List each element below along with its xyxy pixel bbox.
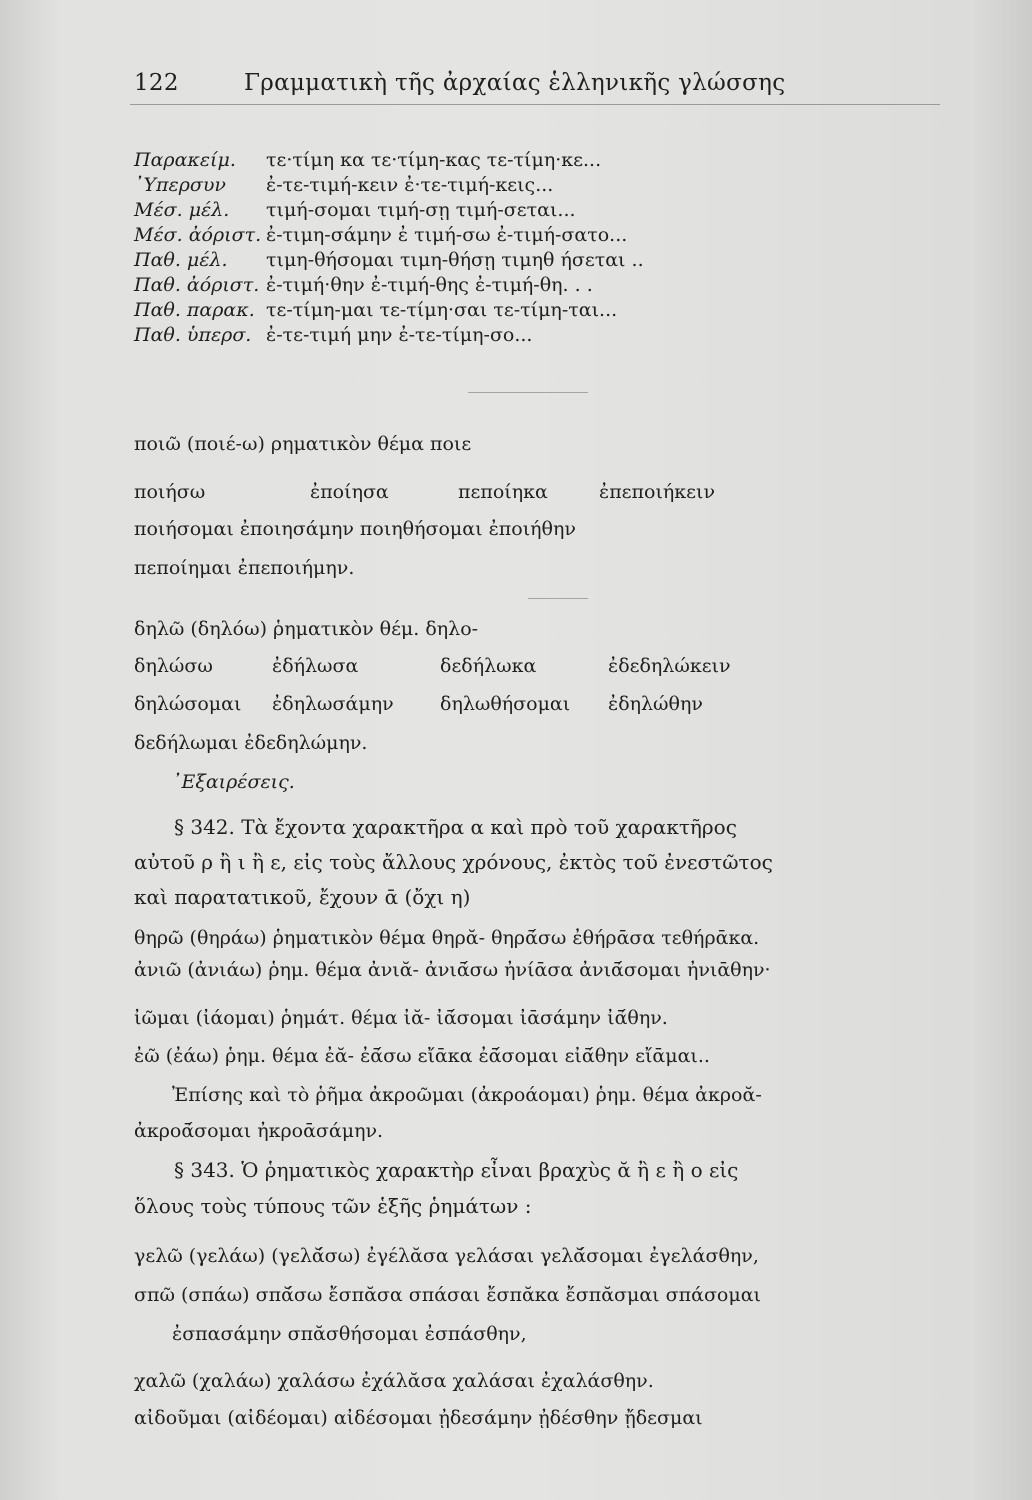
- s342-line: § 342. Τὰ ἔχοντα χαρακτῆρα α καὶ πρὸ τοῦ χαρακτῆρος: [174, 815, 737, 839]
- poio-row-1: ποιήσω ἐποίησα πεποίηκα ἐπεποιήκειν: [134, 481, 716, 503]
- running-title: Γραμματικὴ τῆς ἀρχαίας ἑλληνικῆς γλώσσης: [244, 70, 786, 96]
- s342-line: ἐῶ (ἐάω) ῥημ. θέμα ἐᾰ- ἐᾱ́σω εἴᾱκα ἐᾱ́σομαι εἰᾱ́θην εἴᾱμαι..: [134, 1045, 710, 1067]
- running-header: [134, 70, 785, 96]
- s342-line: ἀκροᾱ́σομαι ἠκροᾱσάμην.: [134, 1120, 384, 1142]
- s342-line: Ἐπίσης καὶ τὸ ῥῆμα ἀκροῶμαι (ἀκροάομαι) ῥημ. θέμα ἀκροᾰ-: [172, 1084, 762, 1106]
- s343-line: ἐσπασάμην σπᾰσθήσομαι ἐσπάσθην,: [172, 1323, 527, 1345]
- s342-line: αὐτοῦ ρ ἢ ι ἢ ε, εἰς τοὺς ἄλλους χρόνους, ἐκτὸς τοῦ ἐνεστῶτος: [134, 850, 773, 874]
- poio-row-3: πεποίημαι ἐπεποιήμην.: [134, 557, 355, 579]
- paradigm-row: Μέσ. ἀόριστ. ἐ-τιμη-σάμην ἐ τιμή-σω ἐ-τιμή-σατο...: [134, 224, 628, 246]
- dilo-row-3: δεδήλωμαι ἐδεδηλώμην.: [134, 732, 368, 754]
- section-divider: [468, 392, 588, 393]
- section-divider: [528, 598, 588, 599]
- s343-line: § 343. Ὁ ῥηματικὸς χαρακτὴρ εἶναι βραχὺς ᾰ ἢ ε ἢ ο εἰς: [174, 1158, 739, 1182]
- poio-intro: ποιῶ (ποιέ-ω) ρηματικὸν θέμα ποιε: [134, 433, 472, 455]
- page-number: 122: [134, 70, 179, 96]
- s343-line: ὅλους τοὺς τύπους τῶν ἑξῆς ῥημάτων :: [134, 1194, 532, 1218]
- paradigm-row: Παθ. παρακ. τε-τίμη-μαι τε-τίμη·σαι τε-τίμη-ται...: [134, 299, 618, 321]
- dilo-row-2: δηλώσομαι ἐδηλωσάμην δηλωθήσομαι ἐδηλώθην: [134, 693, 703, 715]
- s343-line: χαλῶ (χαλάω) χαλάσω ἐχάλᾰσα χαλάσαι ἐχαλάσθην.: [134, 1370, 654, 1392]
- s342-line: θηρῶ (θηράω) ῥηματικὸν θέμα θηρᾰ- θηρᾱ́σω ἐθήρᾱσα τεθήρᾱκα.: [134, 927, 760, 949]
- paradigm-row: Παθ. μέλ. τιμη-θήσομαι τιμη-θήσῃ τιμηθ ήσεται ..: [134, 249, 644, 271]
- s343-line: σπῶ (σπάω) σπᾰ́σω ἔσπᾰσα σπάσαι ἔσπᾰκα ἔσπᾰσμαι σπάσομαι: [134, 1284, 761, 1306]
- s342-line: καὶ παρατατικοῦ, ἔχουν ᾱ (ὄχι η): [134, 885, 471, 909]
- header-rule: [130, 104, 940, 105]
- paradigm-row: Μέσ. μέλ. τιμή-σομαι τιμή-σῃ τιμή-σεται...: [134, 199, 576, 221]
- s343-line: γελῶ (γελάω) (γελᾰ́σω) ἐγέλᾰσα γελάσαι γελᾰ́σομαι ἐγελάσθην,: [134, 1245, 759, 1267]
- paradigm-row: ᾿Υπερσυν ἐ-τε-τιμή-κειν ἐ·τε-τιμή-κεις...: [134, 174, 554, 196]
- dilo-intro: δηλῶ (δηλόω) ῥηματικὸν θέμ. δηλο-: [134, 618, 479, 640]
- paradigm-row: Παρακείμ. τε·τίμη κα τε·τίμη-κας τε-τίμη·κε...: [134, 149, 602, 171]
- poio-row-2: ποιήσομαι ἐποιησάμην ποιηθήσομαι ἐποιήθην: [134, 518, 576, 540]
- s342-line: ἰῶμαι (ἰάομαι) ῥημάτ. θέμα ἰᾰ- ἰᾱ́σομαι ἰᾱσάμην ἰᾱ́θην.: [134, 1007, 668, 1029]
- s342-line: ἀνιῶ (ἀνιάω) ῥημ. θέμα ἀνιᾰ- ἀνιᾱ́σω ἠνίᾱσα ἀνιᾱ́σομαι ἠνιᾱθην·: [134, 959, 771, 981]
- dilo-row-1: δηλώσω ἐδήλωσα δεδήλωκα ἐδεδηλώκειν: [134, 655, 731, 677]
- paradigm-row: Παθ. ὑπερσ. ἐ-τε-τιμή μην ἐ-τε-τίμη-σο...: [134, 324, 533, 346]
- paradigm-row: Παθ. ἀόριστ. ἐ-τιμή·θην ἐ-τιμή-θης ἐ-τιμή-θη. . .: [134, 274, 593, 296]
- exceptions-heading: ᾿Εξαιρέσεις.: [172, 771, 295, 793]
- s343-line: αἰδοῦμαι (αἰδέομαι) αἰδέσομαι ᾐδεσάμην ᾐδέσθην ᾔδεσμαι: [134, 1407, 703, 1429]
